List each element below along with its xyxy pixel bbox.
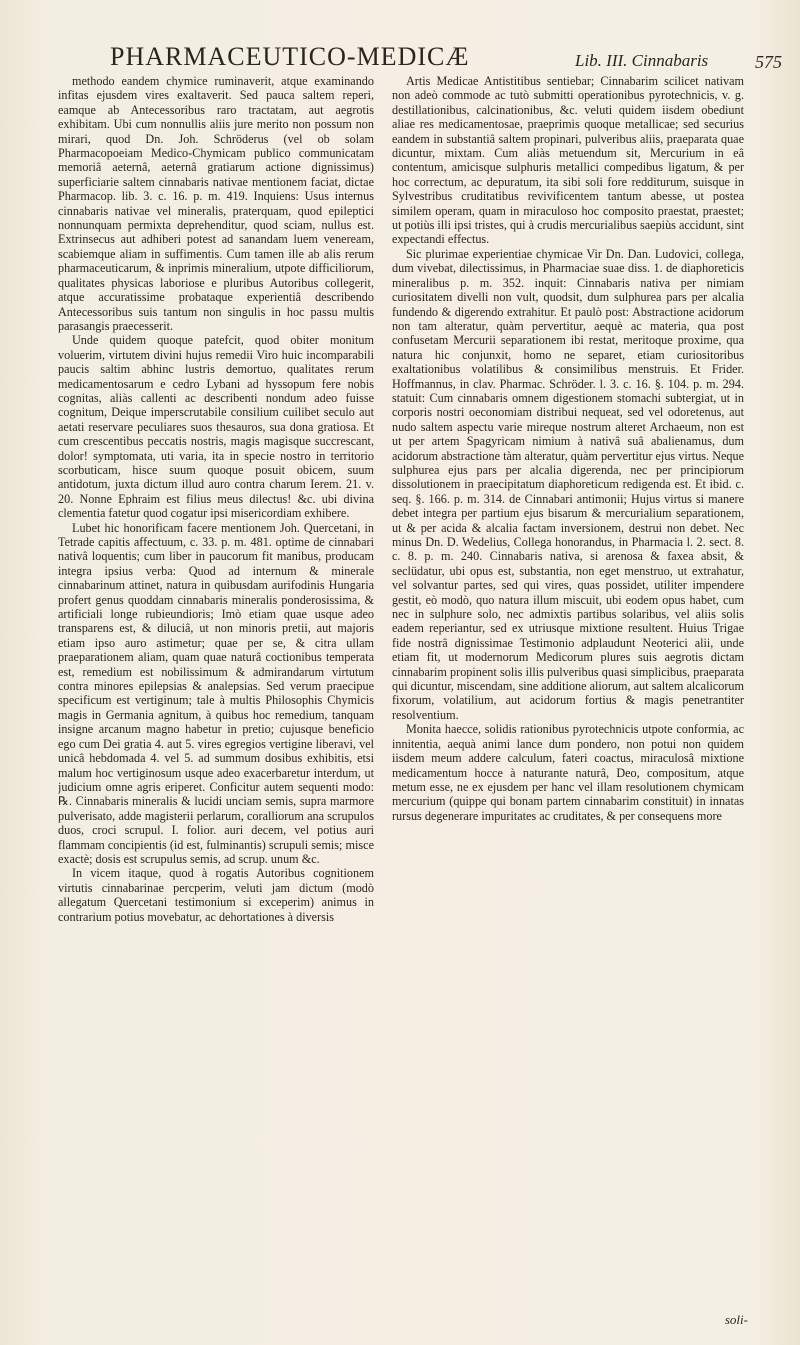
paragraph: Monita haecce, solidis rationibus pyrotechnicis utpote conformia, ac innitentia, aequà animi lance dum pondero, non potui non quidem iisdem meum addere calculum, fateri coactus, miraculosâ mixtione medicamentum hocce à naturante naturâ, Deo, compositum, atque metum esse, ne ex ejusdem per hanc vel illam resolutionem chymicam mercurium (quippe qui bonam partem cinnabarim constituit) in innatas rursus degenerare impuritates ac cruditates, & per consequens more (392, 722, 744, 823)
paragraph: Artis Medicae Antistitibus sentiebar; Cinnabarim scilicet nativam non adeò commode ac tutò submitti operationibus pyrotechnicis, v. g. destillationibus, calcinationibus, &c. veluti quidem iisdem obediunt aliae res medicamentosae, praeprimis quoque metallicae; sed securius eandem in substantiâ saltem propinari, pulveribus aliis, praeparata quae dicuntur, mixtam. Cum aliàs metuendum sit, Mercurium in eâ contentum, amicisque sulphuris metallici compedibus ligatum, & per hoc correctum, ac depuratum, ita sibi soli fore redditurum, suisque in Sylvestribus cruditatibus revivificentem tantum abesse, ut postea similem operam, quam in miraculoso hoc composito praestat, praestet; ut potiùs illi ipsi tristes, qui à crudis mercurialibus saepiùs accidunt, sint expectandi effectus. (392, 74, 744, 247)
paragraph: methodo eandem chymice ruminaverit, atque examinando infitas ejusdem vires exaltaverit. Sed pauca saltem reperi, eamque ab Antecessoribus raro tractatam, aut aegrotis exhibitam. Ubi cum nonnullis aliis jure merito non possum non mirari, quod Dn. Joh. Schröderus (vel ob solam Pharmacopoeiam Medico-Chymicam publico communicatam memoriâ aeternâ, aeternâ gratiarum actione dignissimus) superficiarie saltem cinnabaris nativae mentionem faciat, dictae Pharmacop. lib. 3. c. 16. p. m. 419. Inquiens: Usus internus cinnabaris nativae vel mineralis, praterquam, quod epileptici nonnunquam permixta deprehenditur, quod sciam, nullus est. Extrinsecus aut adhiberi potest ad sanandam luem veneream, scabiemque aliam in suffimentis. Cum tamen ille ab alis rerum pharmaceuticarum, & inprimis mineralium, utpote difficiliorum, qualitates physicas laboriose e pluribus Autoribus collegerit, atque accuratissime probataque experientiâ describendo Antecessoribus suis tantum non singulis in hoc passu multis parasangis praecesserit. (58, 74, 374, 333)
page-number: 575 (755, 52, 782, 72)
running-section: Lib. III. Cinnabaris (575, 51, 709, 70)
right-column (392, 74, 744, 1336)
paragraph: Sic plurimae experientiae chymicae Vir Dn. Dan. Ludovici, collega, dum vivebat, dilectissimus, in Pharmaciae suae diss. 1. de diaphoreticis mineralibus p. m. 352. inquit: Cinnabaris nativa per nimiam curiositatem divelli non vult, quodsit, dum sulphurea pars per alcalia fundendo & digerendo extrahitur. Et paulò post: Abstractione acidorum non tam alteratur, quàm pervertitur, aequè ac materia, qua post confusetam Mercurii separationem ibi restat, meritoque proxime, qua natura hic conjunxit, homo ne separet, etiam curiositoribus exaltationibus volatilibus & consimilibus menstruis. Et Frider. Hoffmannus, in clav. Pharmac. Schröder. l. 3. c. 16. §. 104. p. m. 294. statuit: Cum cinnabaris omnem digestionem stomachi subtergiat, ut in corporis nostri oeconomiam distribui nequeat, sed vel odoretenus, aut nudo saltem aspectu varie mireque nostrum alteret Archaeum, non est ut per artem Spagyricam nimium à nativâ suâ abalienamus, dum acidorum abstractione tàm alteratur, quàm pervertitur ejus virtus. Neque sulphurea ejus pars per alcalia digerenda, nec per principiorum dissolutionem in praecipitatum diaphoreticum redigenda est. Et ibid. c. seq. §. 166. p. m. 314. de Cinnabari antimonii; Hujus virtus si manere debet integra per partium ejus bisarum & mercurialium separationem, ut & per acida & alcalia factam inversionem, destrui non debet. Nec minus Dn. D. Wedelius, Collega honorandus, in Pharmacia l. 2. sect. 8. c. 8. p. m. 240. Cinnabaris nativa, si arenosa & faxea absit, & seclüdatur, ubi opus est, substantia, non eget menstruo, ut extrahatur, vel solvantur partes, sed qui vires, quas possidet, utiliter impendere gestit, eò modò, quo natura illum miscuit, ubi eodem opus habet, cum nec in sulphure solo, nec admixtis partibus solaribus, vel aliis solis eadem reperiantur, sed ex utriusque mixtione resultent. Huius Trigae fide nostrâ dignissimae Testimonio adplaudunt Neoterici alii, unde etiam fit, ut modernorum Medicorum plures suis aegrotis dictam cinnabarim propinent solis illis pulveribus quasi simplicibus, praeparata qui dicuntur, miscendam, sine additione aliorum, aut saltem alcalicorum fixorum, volatilium, aut acidorum fortius & magis penetrantiter resolventium. (392, 246, 744, 722)
catchword: soli- (724, 1312, 748, 1327)
paragraph: Unde quidem quoque patefcit, quod obiter monitum voluerim, virtutem divini hujus remedii Viro huic incomparabili paucis saltim abhinc lustris demortuo, qualitates rerum medicamentosarum e cedro Lybani ad hyssopum fere nobis cognitas, aliàs callenti ac describenti nondum adeo fuisse cognitum, Deique imperscrutabile consilium cuilibet seculo aut aetati reservare peculiares suos thesauros, sua dona gratiosa. Et cum crescentibus peccatis nostris, magis magisque succrescant, dolor! symptomata, uti varia, ita in specie nostro in territorio scorbuticam, hisce suum quoque posuit obicem, suum antidotum, juxta dictum illud auro contra charum Ierem. 21. v. 20. Nonne Ephraim est filius meus dilectus! &c. ubi divina clementia fatetur quod cogatur ipsi misericordiam exhibere. (58, 333, 374, 521)
paragraph: Lubet hic honorificam facere mentionem Joh. Quercetani, in Tetrade capitis affectuum, c. 33. p. m. 481. optime de cinnabari nativâ loquentis; cum liber in paucorum fit manibus, producam integra ipsius verba: Quod ad internum & minerale cinnabarinum attinet, natura in quibusdam aurifodinis Hungaria profert genus quoddam cinnabaris mineralis ponderosissima, & artificiali longe rubieundioris; Imò etiam quae usque adeo transparens est, & diluciâ, ut non minoris pretii, aut majoris etiam ipso auro astimetur; quae per se, & citra ullam praeparationem aliam, quam quae naturâ coctionibus temperata est, remedium est nobilissimum & admirandarum virtutum contra minores epilepsias & analepsias. Sed verum praecipue specificum est vertiginum; tale à multis Philosophis Chymicis magis in Germania agnitum, à quibus hoc remedium, tanquam insigne arcanum magno habetur in pretio; cujusque beneficio ego cum Dei gratia 4. aut 5. vires egregios vertigine liberavi, vel unicâ hebdomada 4. vel 5. ad summum dosibus exhibitis, etsi malum hoc vertiginosum usque adeo exacerbaretur interdum, ut judicium omne agris eriperet. Conficitur autem sequenti modo: ℞. Cinnabaris mineralis & lucidi unciam semis, supra marmore pulverisato, adde magisterii perlarum, coralliorum ana scrupulos duos, croci scrupul. I. folior. auri decem, vel potius auri flammam concipientis (id est, fulminantis) scrupuli semis; misce exactè; dosis est scrupulus semis, ad scrup. unum &c. (58, 520, 374, 866)
left-column (58, 74, 374, 1336)
paragraph: In vicem itaque, quod à rogatis Autoribus cognitionem virtutis cinnabarinae percperim, veluti jam dictum (modò allegatum Quercetani testimonium si exceperim) animus in contrarium potius movebatur, ac dehortationes à diversis (58, 866, 374, 924)
running-title: PHARMACEUTICO-MEDICÆ (110, 42, 470, 71)
